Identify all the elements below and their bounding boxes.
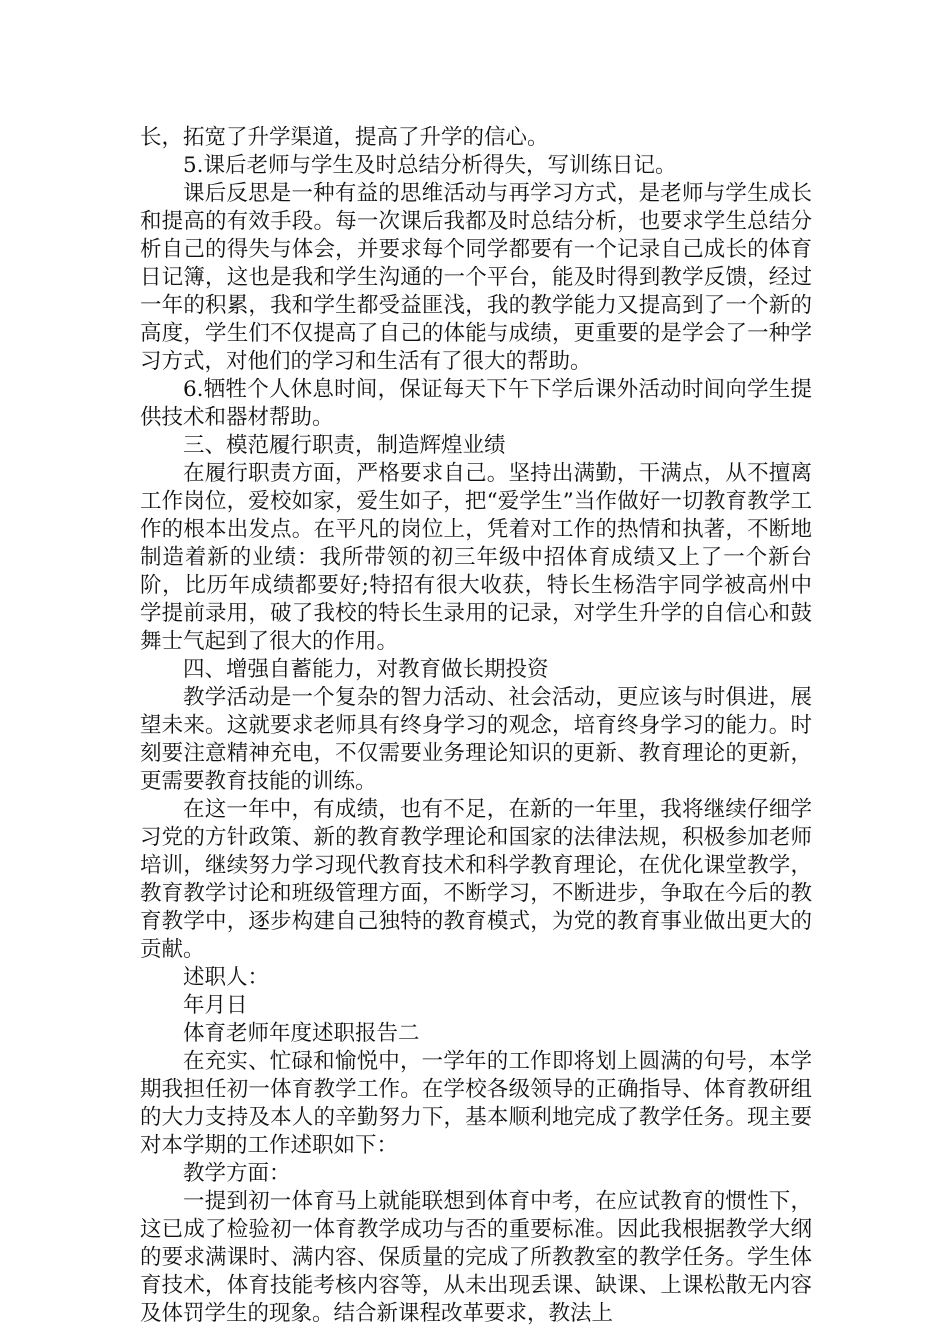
paragraph-8: 教学活动是一个复杂的智力活动、社会活动，更应该与时俱进，展望未来。这就要求老师具有终身学习的观念，培育终身学习的能力。时刻要注意精神充电，不仅需要业务理论知识的更新、教育理论的更新，更需要教育技能的训练。 — [140, 685, 812, 794]
report-title-2: 体育老师年度述职报告二 — [183, 1021, 420, 1046]
paragraph-13: 在充实、忙碌和愉悦中，一学年的工作即将划上圆满的句号，本学期我担任初一体育教学工作。在学校各级领导的正确指导、体育教研组的大力支持及本人的辛勤努力下，基本顺利地完成了教学任务。现主要对本学期的工作述职如下： — [140, 1049, 812, 1158]
paragraph-6: 在履行职责方面，严格要求自己。坚持出满勤，干满点，从不擅离工作岗位，爱校如家，爱生如子，把“爱学生”当作做好一切教育教学工作的根本出发点。在平凡的岗位上，凭着对工作的热情和执著，不断地制造着新的业绩：我所带领的初三年级中招体育成绩又上了一个新台阶，比历年成绩都要好;特招有很大收获，特长生杨浩宇同学被高州中学提前录用，破了我校的特长生录用的记录，对学生升学的自信心和鼓舞士气起到了很大的作用。 — [140, 461, 812, 654]
date-label: 年月日 — [183, 993, 248, 1018]
section-heading-4: 四、增强自蓄能力，对教育做长期投资 — [183, 657, 549, 682]
paragraph-1: 长，拓宽了升学渠道，提高了升学的信心。 — [140, 125, 549, 150]
document-body — [140, 124, 812, 1328]
paragraph-9: 在这一年中，有成绩，也有不足，在新的一年里，我将继续仔细学习党的方针政策、新的教育教学理论和国家的法律法规，积极参加老师培训，继续努力学习现代教育技术和科学教育理论，在优化课堂教学，教育教学讨论和班级管理方面，不断学习，不断进步，争取在今后的教育教学中，逐步构建自己独特的教育模式，为党的教育事业做出更大的贡献。 — [140, 797, 812, 962]
section-heading-3: 三、模范履行职责，制造辉煌业绩 — [183, 433, 506, 458]
paragraph-4: 6.牺牲个人休息时间，保证每天下午下学后课外活动时间向学生提供技术和器材帮助。 — [140, 377, 812, 430]
paragraph-2: 5.课后老师与学生及时总结分析得失，写训练日记。 — [183, 153, 677, 178]
subsection-teaching: 教学方面： — [183, 1161, 291, 1186]
paragraph-3: 课后反思是一种有益的思维活动与再学习方式，是老师与学生成长和提高的有效手段。每一次课后我都及时总结分析，也要求学生总结分析自己的得失与体会，并要求每个同学都要有一个记录自己成长的体育日记簿，这也是我和学生沟通的一个平台，能及时得到教学反馈，经过一年的积累，我和学生都受益匪浅，我的教学能力又提高到了一个新的高度，学生们不仅提高了自己的体能与成绩，更重要的是学会了一种学习方式，对他们的学习和生活有了很大的帮助。 — [140, 181, 812, 374]
signature-label: 述职人： — [183, 965, 270, 990]
paragraph-15: 一提到初一体育马上就能联想到体育中考，在应试教育的惯性下，这已成了检验初一体育教学成功与否的重要标准。因此我根据教学大纲的要求满课时、满内容、保质量的完成了所教教室的教学任务。学生体育技术，体育技能考核内容等，从未出现丢课、缺课、上课松散无内容及体罚学生的现象。结合新课程改革要求，教法上 — [140, 1189, 812, 1326]
